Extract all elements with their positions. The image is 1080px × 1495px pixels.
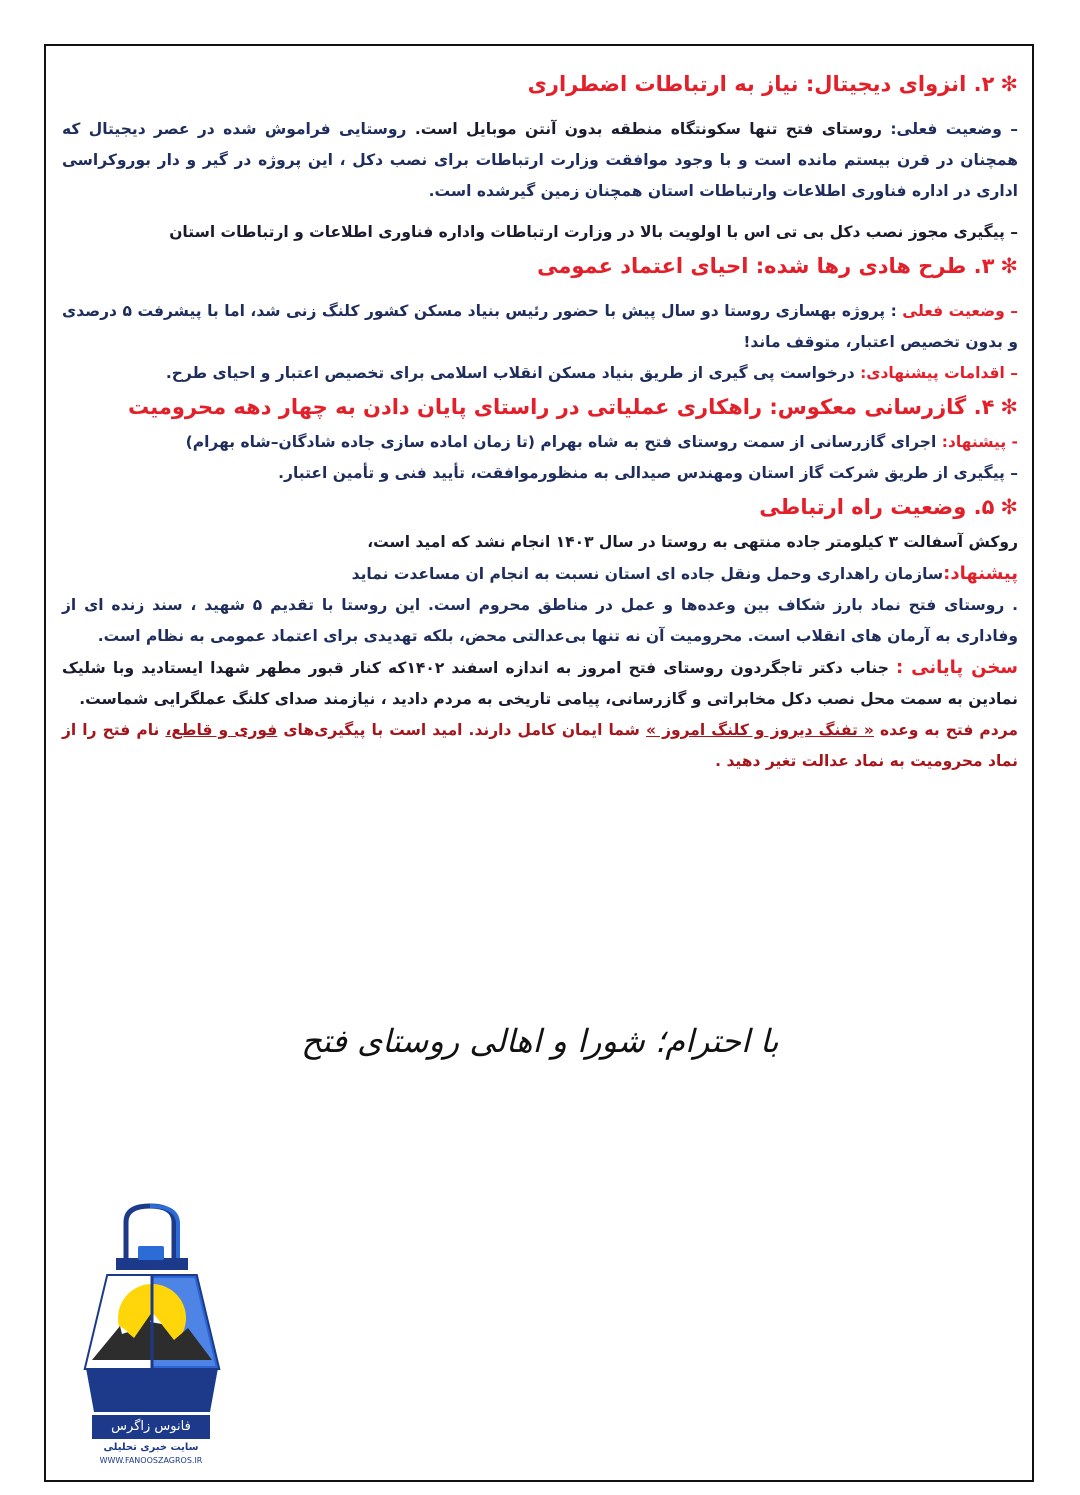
section-5-road: روکش آسفالت ۳ کیلومتر جاده منتهی به روستا در سال ۱۴۰۳ انجام نشد که امید است، [367,533,1018,551]
proposal-text: سازمان راهداری وحمل ونقل جاده ای استان نسبت به انجام ان مساعدت نماید [351,565,944,583]
logo-name: فانوس زاگرس [92,1415,210,1439]
final-text-a: مردم فتح به وعده [873,721,1018,739]
logo-url: WWW.FANOOSZAGROS.IR [99,1456,203,1465]
section-2-followup: – پیگیری مجوز نصب دکل بی تی اس با اولویت بالا در وزارت ارتباطات واداره فناوری اطلاعات و ارتباطات استان [169,223,1018,241]
final-text-b: شما ایمان کامل دارند. امید است با پیگیری‌های [277,721,647,739]
section-5-title: ۵. وضعیت راه ارتباطی [759,495,995,519]
asterisk-icon: ✻ [1000,254,1018,278]
section-3-title: ۳. طرح هادی رها شده: احیای اعتماد عمومی [537,254,995,278]
actions-label: – اقدامات پیشنهادی: [860,364,1018,382]
proposal-label: - پیشنهاد: [941,433,1018,451]
section-3-actions [62,358,1018,389]
closing-text: جناب دکتر تاجگردون روستای فتح امروز به اندازه اسفند ۱۴۰۲که کنار قبور مطهر شهدا ایستادید وبا شلیک نمادین به سمت محل نصب دکل مخابراتی و گازرسانی، پیامی تاریخی به مردم دادید ، نیازمند صدای کلنگ عملگرایی شماست. [62,659,1018,708]
section-4-title: ۴. گازرسانی معکوس: راهکاری عملیاتی در راستای پایان دادن به چهار دهه محرومیت [128,395,995,419]
section-3-heading [62,248,1018,284]
document-body [62,66,1018,777]
section-4-heading [62,389,1018,425]
proposal-text: اجرای گازرسانی از سمت روستای فتح به شاه بهرام (تا زمان اماده سازی جاده شادگان–شاه بهرام) [185,433,942,451]
final-text-c: نام فتح را از نماد محرومیت به نماد عدالت تغیر دهید . [62,721,1018,770]
closing-paragraph [62,652,1018,715]
asterisk-icon: ✻ [1000,395,1018,419]
status-label: – وضعیت فعلی [902,302,1018,320]
closing-label: سخن پایانی : [895,657,1018,678]
status-label: – وضعیت فعلی: [890,120,1018,138]
section-5-heading [62,489,1018,525]
final-quote: « تفنگ دیروز و کلنگ امروز » [646,721,874,739]
status-text-a: روستای فتح تنها سکونتگاه منطقه بدون آنتن موبایل است. [414,120,891,138]
final-paragraph [62,715,1018,777]
logo-tagline: سایت خبری تحلیلی [103,1442,199,1453]
status-text-b: روستایی فراموش شده در عصر دیجیتال که همچنان در قرن بیستم مانده است و با وجود موافقت وزارت ارتباطات برای نصب دکل ، این پروژه در گیر و دار بوروکراسی اداری در اداره فناوری اطلاعات وارتباطات استان همچنان زمین گیرشده است. [62,120,1018,200]
actions-text: درخواست پی گیری از طریق بنیاد مسکن انقلاب اسلامی برای تخصیص اعتبار و احیای طرح. [165,364,861,382]
section-2-status [62,114,1018,207]
section-5-summary: . روستای فتح نماد بارز شکاف بین وعده‌ها و عمل در مناطق محروم است. این روستا با تقدیم ۵ شهید ، سند زنده ای از وفاداری به آرمان های انقلاب است. محرومیت آن نه تنها بی‌عدالتی محض، بلکه تهدیدی برای اعتماد عمومی به نظام است. [62,596,1018,645]
proposal-label: پیشنهاد: [943,563,1018,584]
section-2-heading [62,66,1018,102]
final-emphasis: فوری و قاطع، [165,721,278,739]
section-5-proposal [62,558,1018,590]
section-4-proposal [62,427,1018,458]
asterisk-icon: ✻ [1000,495,1018,519]
signature: با احترام؛ شورا و اهالی روستای فتح [301,1022,779,1060]
lantern-icon [78,1200,228,1415]
section-3-status [62,296,1018,358]
status-text: : پروژه بهسازی روستا دو سال پیش با حضور رئیس بنیاد مسکن کشور کلنگ زنی شد، اما با پیشرفت ۵ درصدی و بدون تخصیص اعتبار، متوقف ماند! [62,302,1018,351]
fanoos-zagros-logo [78,1200,228,1470]
asterisk-icon: ✻ [1000,72,1018,96]
section-2-title: ۲. انزوای دیجیتال: نیاز به ارتباطات اضطراری [527,72,995,96]
section-4-followup: – پیگیری از طریق شرکت گاز استان ومهندس صیدالی به منظورموافقت، تأیید فنی و تأمین اعتبار. [278,464,1018,482]
